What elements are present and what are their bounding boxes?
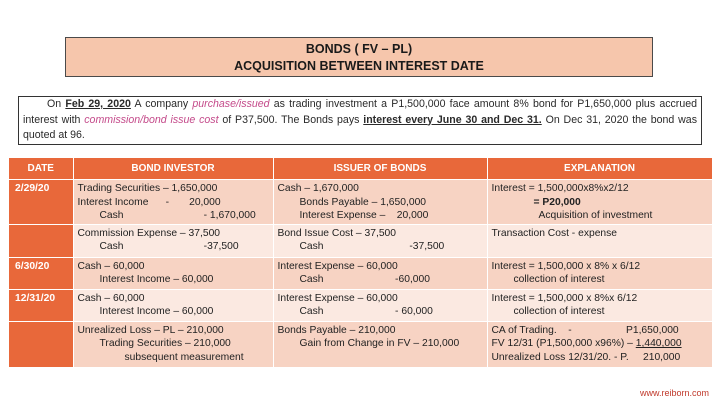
entry-line: Trading Securities – 1,650,000 xyxy=(77,183,218,194)
title-line-2: ACQUISITION BETWEEN INTEREST DATE xyxy=(234,59,484,73)
row-date: 6/30/20 xyxy=(9,257,73,289)
intro-text: On xyxy=(47,98,66,110)
row-date xyxy=(9,224,73,257)
entry-line: Bonds Payable – 1,650,000 xyxy=(299,196,427,208)
title-line-1: BONDS ( FV – PL) xyxy=(305,42,413,56)
entry-line: Interest Expense – 20,000 xyxy=(299,210,429,221)
entry-line: subsequent measurement xyxy=(124,351,244,363)
problem-statement xyxy=(18,96,702,145)
explanation-line: collection of interest xyxy=(513,274,605,285)
issuer-entry xyxy=(273,224,487,257)
entry-line: Cash - 60,000 xyxy=(299,306,433,317)
row-date xyxy=(9,321,73,367)
explanation-cell xyxy=(487,224,712,257)
explanation-line xyxy=(492,337,708,351)
intro-date: Feb 29, 2020 xyxy=(65,98,131,110)
header-explanation: EXPLANATION xyxy=(487,158,712,180)
entry-line: Cash – 60,000 xyxy=(77,292,145,304)
table-row xyxy=(9,289,712,321)
intro-commission: commission/bond issue cost xyxy=(84,113,219,126)
entry-line: Bonds Payable – 210,000 xyxy=(277,324,396,336)
intro-purchase: purchase/issued xyxy=(192,98,270,110)
header-bond-investor: BOND INVESTOR xyxy=(73,158,273,180)
explanation-line: = P20,000 xyxy=(533,196,581,208)
explanation-line: Unrealized Loss 12/31/20. - P. 210,000 xyxy=(491,351,681,363)
explanation-cell xyxy=(487,180,712,225)
entry-line: Interest Income - 20,000 xyxy=(77,196,221,208)
entry-line: Cash -60,000 xyxy=(299,274,430,285)
header-issuer: ISSUER OF BONDS xyxy=(273,158,487,180)
investor-entry xyxy=(73,180,273,225)
explanation-line: Interest = 1,500,000x8%x2/12 xyxy=(491,183,629,194)
table-row xyxy=(9,224,712,257)
issuer-entry xyxy=(273,289,487,321)
issuer-entry xyxy=(273,257,487,289)
website-footer: www.reiborn.com xyxy=(639,388,709,398)
table-header-row xyxy=(9,158,712,180)
intro-text: On Dec 31, 2020 the bond was quoted at 96. xyxy=(23,113,697,141)
entry-line: Cash -37,500 xyxy=(299,241,445,252)
entry-line: Cash -37,500 xyxy=(99,241,239,252)
explanation-line: Transaction Cost - expense xyxy=(491,227,618,239)
entry-line: Trading Securities – 210,000 xyxy=(99,338,231,349)
explanation-cell xyxy=(487,321,712,367)
intro-text: of P37,500. The Bonds pays xyxy=(218,113,364,126)
explanation-cell xyxy=(487,289,712,321)
row-date: 2/29/20 xyxy=(9,180,73,225)
entry-line: Unrealized Loss – PL – 210,000 xyxy=(77,324,224,336)
entry-line: Commission Expense – 37,500 xyxy=(77,227,221,239)
entry-line: Cash – 1,670,000 xyxy=(277,183,359,194)
header-date: DATE xyxy=(9,158,73,180)
title-banner xyxy=(65,37,653,77)
explanation-cell xyxy=(487,257,712,289)
entry-line: Interest Expense – 60,000 xyxy=(277,260,398,272)
entry-line: Gain from Change in FV – 210,000 xyxy=(299,338,460,349)
intro-text: as trading investment a P1,500,000 face amount 8% bond for P1,650,000 plus accrued interest with xyxy=(23,98,698,126)
investor-entry xyxy=(73,289,273,321)
entry-line: Interest Expense – 60,000 xyxy=(277,292,398,304)
entry-line: Interest Income – 60,000 xyxy=(99,306,214,317)
fv-label: FV 12/31 (P1,500,000 x96%) – xyxy=(491,338,636,349)
table-row xyxy=(9,321,712,367)
explanation-line: collection of interest xyxy=(513,306,605,317)
table-row xyxy=(9,257,712,289)
issuer-entry xyxy=(273,321,487,367)
explanation-line: Acquisition of investment xyxy=(538,210,653,221)
entry-line: Bond Issue Cost – 37,500 xyxy=(277,227,396,239)
entry-line: Interest Income – 60,000 xyxy=(99,274,214,285)
investor-entry xyxy=(73,321,273,367)
investor-entry xyxy=(73,224,273,257)
explanation-line: Interest = 1,500,000 x 8%x 6/12 xyxy=(491,292,638,304)
entry-line: Cash - 1,670,000 xyxy=(99,210,256,221)
issuer-entry xyxy=(273,180,487,225)
entry-line: Cash – 60,000 xyxy=(77,260,145,272)
investor-entry xyxy=(73,257,273,289)
explanation-line: CA of Trading. - P1,650,000 xyxy=(491,324,679,336)
explanation-line: Interest = 1,500,000 x 8% x 6/12 xyxy=(491,260,641,272)
journal-entries-table xyxy=(9,158,713,368)
table-row xyxy=(9,180,712,225)
row-date: 12/31/20 xyxy=(9,289,73,321)
intro-interest-terms: interest every June 30 and Dec 31. xyxy=(363,113,542,126)
intro-text: A company xyxy=(130,98,193,110)
fv-value: 1,440,000 xyxy=(635,338,682,349)
